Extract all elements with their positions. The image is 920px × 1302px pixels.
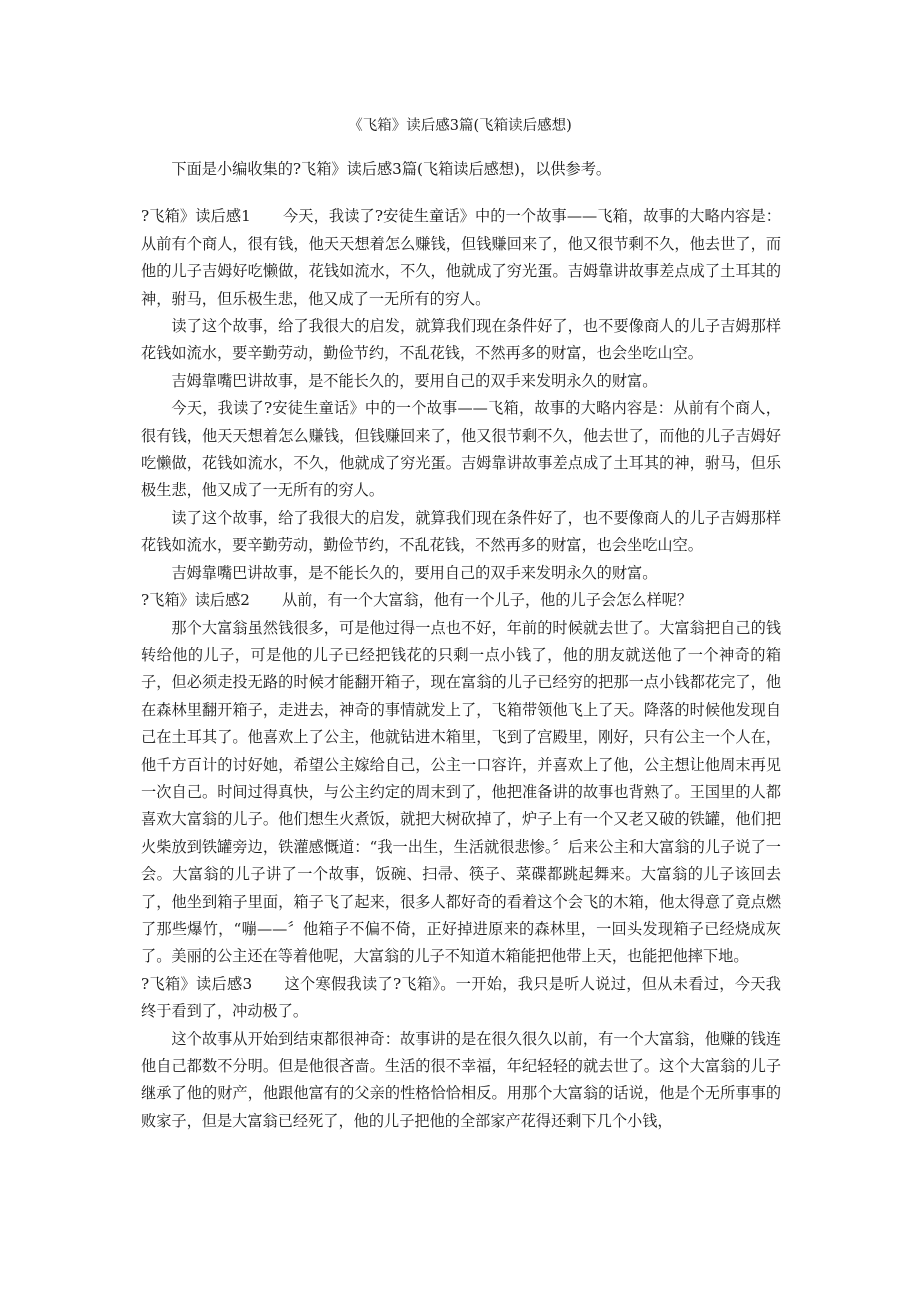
- section-1-paragraph: 吉姆靠嘴巴讲故事，是不能长久的，要用自己的双手来发明永久的财富。: [171, 563, 658, 582]
- section-2-heading: ?飞箱》读后感2: [141, 591, 250, 610]
- document-body: [141, 156, 781, 1135]
- section-2-paragraph: 那个大富翁虽然钱很多，可是他过得一点也不好，年前的时候就去世了。大富翁把自己的钱转给他的儿子，可是他的儿子已经把钱花的只剩一点小钱了，他的朋友就送他了一个神奇的箱子，但必须走投无路的时候才能翻开箱子，现在富翁的儿子已经穷的把那一点小钱都花完了，他在森林里翻开箱子，走进去，神奇的事情就发上了，飞箱带领他飞上了天。降落的时候他发现自己在土耳其了。他喜欢上了公主，他就钻进木箱里，飞到了宫殿里，刚好，只有公主一个人在，他千方百计的讨好她，希望公主嫁给自己，公主一口容许，并喜欢上了他，公主想让他周末再见一次自己。时间过得真快，与公主约定的周末到了，他把准备讲的故事也背熟了。王国里的人都喜欢大富翁的儿子。他们想生火煮饭，就把大树砍掉了，炉子上有一个又老又破的铁罐，他们把火柴放到铁罐旁边，铁灌感慨道：“我一出生，生活就很悲惨。〞后来公主和大富翁的儿子说了一会。大富翁的儿子讲了一个故事，饭碗、扫帚、筷子、菜碟都跳起舞来。大富翁的儿子该回去了，他坐到箱子里面，箱子飞了起来，很多人都好奇的看着这个会飞的木箱，他太得意了竟点燃了那些爆竹，“嘣——〞他箱子不偏不倚，正好掉进原来的森林里，一回头发现箱子已经烧成灰了。美丽的公主还在等着他呢，大富翁的儿子不知道木箱能把他带上天，也能把他摔下地。: [141, 618, 781, 966]
- section-3-paragraph: 这个故事从开始到结束都很神奇：故事讲的是在很久很久以前，有一个大富翁，他赚的钱连他自己都数不分明。但是他很吝啬。生活的很不幸福，年纪轻轻的就去世了。这个大富翁的儿子继承了他的财产，他跟他富有的父亲的性格恰恰相反。用那个大富翁的话说，他是个无所事事的败家子，但是大富翁已经死了，他的儿子把他的全部家产花得还剩下几个小钱，: [141, 1029, 781, 1130]
- section-1-heading: ?飞箱》读后感1: [141, 207, 251, 226]
- section-3-heading: ?飞箱》读后感3: [141, 974, 253, 993]
- section-3-lead-paragraph: [141, 971, 781, 1026]
- document-title: 《飞箱》读后感3篇(飞箱读后感想): [348, 118, 572, 134]
- intro-paragraph: 下面是小编收集的?飞箱》读后感3篇(飞箱读后感想)，以供参考。: [171, 160, 612, 178]
- section-1-paragraph: 读了这个故事，给了我很大的启发，就算我们现在条件好了，也不要像商人的儿子吉姆那样花钱如流水，要辛勤劳动，勤俭节约，不乱花钱，不然再多的财富，也会坐吃山空。: [141, 508, 781, 555]
- section-2-lead: 从前，有一个大富翁，他有一个儿子，他的儿子会怎么样呢？: [281, 591, 692, 610]
- section-1-paragraph: 今天，我读了?安徒生童话》中的一个故事——飞箱，故事的大略内容是：从前有个商人，很有钱，他天天想着怎么赚钱，但钱赚回来了，他又很节剩不久，他去世了，而他的儿子吉姆好吃懒做，花钱如流水，不久，他就成了穷光蛋。吉姆靠讲故事差点成了土耳其的神，驸马，但乐极生悲，他又成了一无所有的穷人。: [141, 399, 781, 500]
- section-1-lead: 今天，我读了?安徒生童话》中的一个故事——飞箱，故事的大略内容是：从前有个商人，很有钱，他天天想着怎么赚钱，但钱赚回来了，他又很节剩不久，他去世了，而他的儿子吉姆好吃懒做，花钱如流水，不久，他就成了穷光蛋。吉姆靠讲故事差点成了土耳其的神，驸马，但乐极生悲，他又成了一无所有的穷人。: [141, 207, 781, 308]
- section-3-lead: 这个寒假我读了?飞箱》。一开始，我只是听人说过，但从未看过，今天我终于看到了，冲动极了。: [141, 974, 781, 1021]
- section-1-paragraph: 吉姆靠嘴巴讲故事，是不能长久的，要用自己的双手来发明永久的财富。: [171, 371, 658, 390]
- section-2-lead-paragraph: [141, 587, 781, 614]
- section-1-lead-paragraph: [141, 203, 781, 313]
- section-1-paragraph: 读了这个故事，给了我很大的启发，就算我们现在条件好了，也不要像商人的儿子吉姆那样花钱如流水，要辛勤劳动，勤俭节约，不乱花钱，不然再多的财富，也会坐吃山空。: [141, 317, 781, 363]
